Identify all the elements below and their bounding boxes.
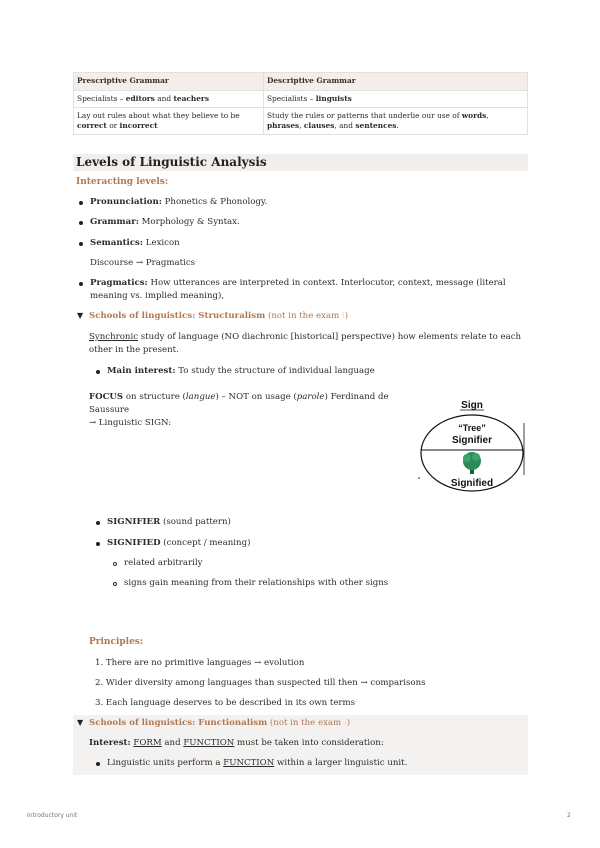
table-header-descriptive: Descriptive Grammar: [263, 73, 527, 91]
grammar-comparison-table: [73, 72, 528, 135]
toggle-triangle-icon[interactable]: ▼: [77, 718, 84, 727]
table-cell: Study the rules or patterns that underlie our use of words, phrases, clauses, and sentences.: [263, 108, 527, 135]
sub-list-item: signs gain meaning from their relationships with other signs: [124, 578, 389, 588]
page-number: 2: [567, 812, 571, 819]
table-header-prescriptive: Prescriptive Grammar: [74, 73, 264, 91]
tree-icon: [463, 452, 481, 474]
structuralism-toggle[interactable]: Schools of linguistics: Structuralism (not in the exam ⁝): [89, 311, 349, 321]
table-cell: Specialists – linguists: [263, 91, 527, 108]
table-row: [74, 91, 528, 108]
toggle-triangle-icon[interactable]: ▼: [77, 311, 84, 320]
interest-line: Interest: FORM and FUNCTION must be taken into consideration:: [89, 738, 384, 748]
list-item: Semantics: Lexicon: [90, 238, 180, 248]
signifier-item: SIGNIFIER (sound pattern): [107, 517, 231, 527]
bullet-icon: [79, 221, 83, 225]
diagram-dot: [418, 477, 420, 479]
emoji-placeholder-icon: ⁝: [341, 311, 345, 321]
diagram-sign-label: Sign: [461, 400, 483, 411]
numbered-item: 1. There are no primitive languages → evolution: [95, 658, 305, 668]
bullet-icon: [79, 242, 83, 246]
numbered-item: 2. Wider diversity among languages than suspected till then → comparisons: [95, 678, 426, 688]
diagram-signified-label: Signified: [450, 478, 494, 489]
function-bullet: Linguistic units perform a FUNCTION within a larger linguistic unit.: [107, 758, 408, 768]
bullet-icon: [96, 521, 100, 525]
section-heading: Levels of Linguistic Analysis: [73, 154, 528, 171]
discourse-line: Discourse → Pragmatics: [90, 258, 196, 268]
bullet-icon: [79, 282, 83, 286]
table-cell: Lay out rules about what they believe to be correct or incorrect: [74, 108, 264, 135]
hollow-bullet-icon: [113, 562, 117, 566]
focus-paragraph: FOCUS on structure (langue) – NOT on usage (parole) Ferdinand de Saussure → Linguistic SIGN:: [89, 392, 389, 428]
linguistic-sign-diagram: [416, 395, 528, 495]
synchronic-paragraph: Synchronic study of language (NO diachronic [historical] perspective) how elements relate to each other in the present.: [89, 332, 522, 355]
bullet-icon: [79, 201, 83, 205]
footer-left: Introductory unit: [27, 812, 78, 819]
main-interest-item: Main interest: To study the structure of individual language: [107, 366, 375, 376]
emoji-placeholder-icon: ⁝: [343, 718, 347, 728]
table-row: [74, 108, 528, 135]
table-cell: Specialists – editors and teachers: [74, 91, 264, 108]
principles-subheading: Principles:: [89, 637, 144, 647]
functionalism-toggle[interactable]: Schools of linguistics: Functionalism (not in the exam ⁝): [89, 718, 351, 728]
diagram-tree-label: “Tree”: [458, 423, 486, 433]
bullet-icon: [96, 762, 100, 766]
diagram-signifier-label: Signifier: [451, 435, 493, 446]
bullet-icon: [96, 542, 100, 546]
hollow-bullet-icon: [113, 582, 117, 586]
list-item-pragmatics: Pragmatics: How utterances are interpreted in context. Interlocutor, context, message (literal meaning vs. implied meaning),: [90, 278, 506, 301]
sub-list-item: related arbitrarily: [124, 558, 203, 568]
list-item: Pronunciation: Phonetics & Phonology.: [90, 197, 268, 207]
signified-item: SIGNIFIED (concept / meaning): [107, 538, 251, 548]
numbered-item: 3. Each language deserves to be described in its own terms: [95, 698, 356, 708]
bullet-icon: [96, 370, 100, 374]
list-item: Grammar: Morphology & Syntax.: [90, 217, 240, 227]
interacting-levels-subheading: Interacting levels:: [76, 177, 169, 187]
